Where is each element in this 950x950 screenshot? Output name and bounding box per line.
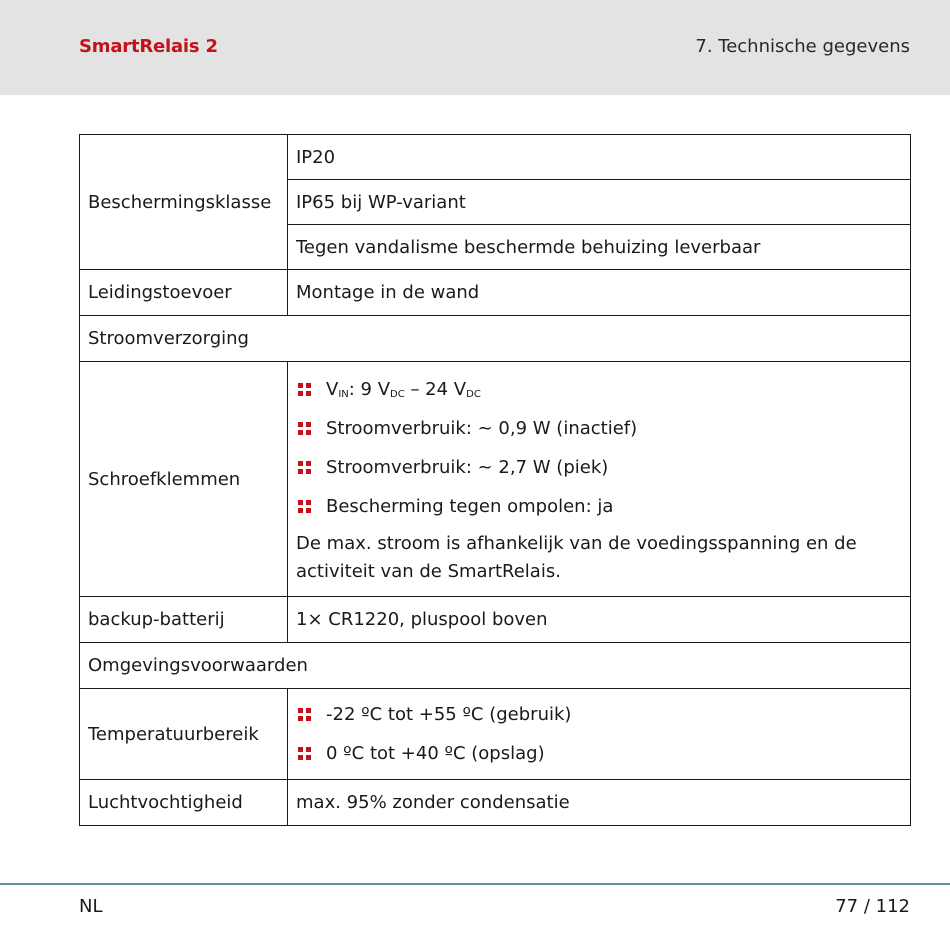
spec-table [79, 134, 911, 826]
terminals-label: Schroefklemmen [80, 362, 288, 597]
bullet-text: Stroomverbruik: ~ 2,7 W (piek) [326, 457, 609, 478]
bullet-icon [298, 383, 312, 397]
list-item [296, 695, 902, 734]
language-code: NL [79, 896, 103, 917]
env-section-heading: Omgevingsvoorwaarden [80, 643, 911, 689]
bullet-text: Bescherming tegen ompolen: ja [326, 496, 614, 517]
cable-label: Leidingstoevoer [80, 270, 288, 316]
humidity-value: max. 95% zonder condensatie [288, 780, 911, 826]
table-row [80, 643, 911, 689]
table-row [80, 316, 911, 362]
page-number: 77 / 112 [835, 896, 910, 917]
list-item [296, 370, 902, 409]
brand-title: SmartRelais 2 [79, 36, 218, 57]
bullet-text: -22 ºC tot +55 ºC (gebruik) [326, 704, 572, 725]
protection-label: Beschermingsklasse [80, 135, 288, 270]
protection-value-2: IP65 bij WP-variant [288, 180, 911, 225]
cable-value: Montage in de wand [288, 270, 911, 316]
protection-value-1: IP20 [288, 135, 911, 180]
chapter-title: 7. Technische gegevens [695, 36, 910, 57]
bullet-text: 0 ºC tot +40 ºC (opslag) [326, 743, 545, 764]
bullet-icon [298, 500, 312, 514]
list-item [296, 487, 902, 526]
table-row [80, 689, 911, 780]
footer-divider [0, 883, 950, 885]
bullet-icon [298, 747, 312, 761]
battery-value: 1× CR1220, pluspool boven [288, 597, 911, 643]
list-item [296, 409, 902, 448]
bullet-icon [298, 461, 312, 475]
table-row [80, 135, 911, 180]
power-section-heading: Stroomverzorging [80, 316, 911, 362]
bullet-icon [298, 708, 312, 722]
temp-label: Temperatuurbereik [80, 689, 288, 780]
bullet-icon [298, 422, 312, 436]
page-header [0, 0, 950, 95]
protection-value-3: Tegen vandalisme beschermde behuizing leverbaar [288, 225, 911, 270]
table-row [80, 597, 911, 643]
humidity-label: Luchtvochtigheid [80, 780, 288, 826]
list-item [296, 734, 902, 773]
table-row [80, 780, 911, 826]
battery-label: backup-batterij [80, 597, 288, 643]
vin-spec: $V_{IN}$: 9 $V_{DC} - 24$ $V_{DC}$ [326, 379, 481, 400]
bullet-text: Stroomverbruik: ~ 0,9 W (inactief) [326, 418, 638, 439]
table-row [80, 270, 911, 316]
table-row [80, 362, 911, 597]
list-item [296, 448, 902, 487]
terminals-cell [288, 362, 911, 597]
terminals-note: De max. stroom is afhankelijk van de voedingsspanning en de activiteit van de SmartRelais. [296, 533, 857, 582]
temp-cell [288, 689, 911, 780]
